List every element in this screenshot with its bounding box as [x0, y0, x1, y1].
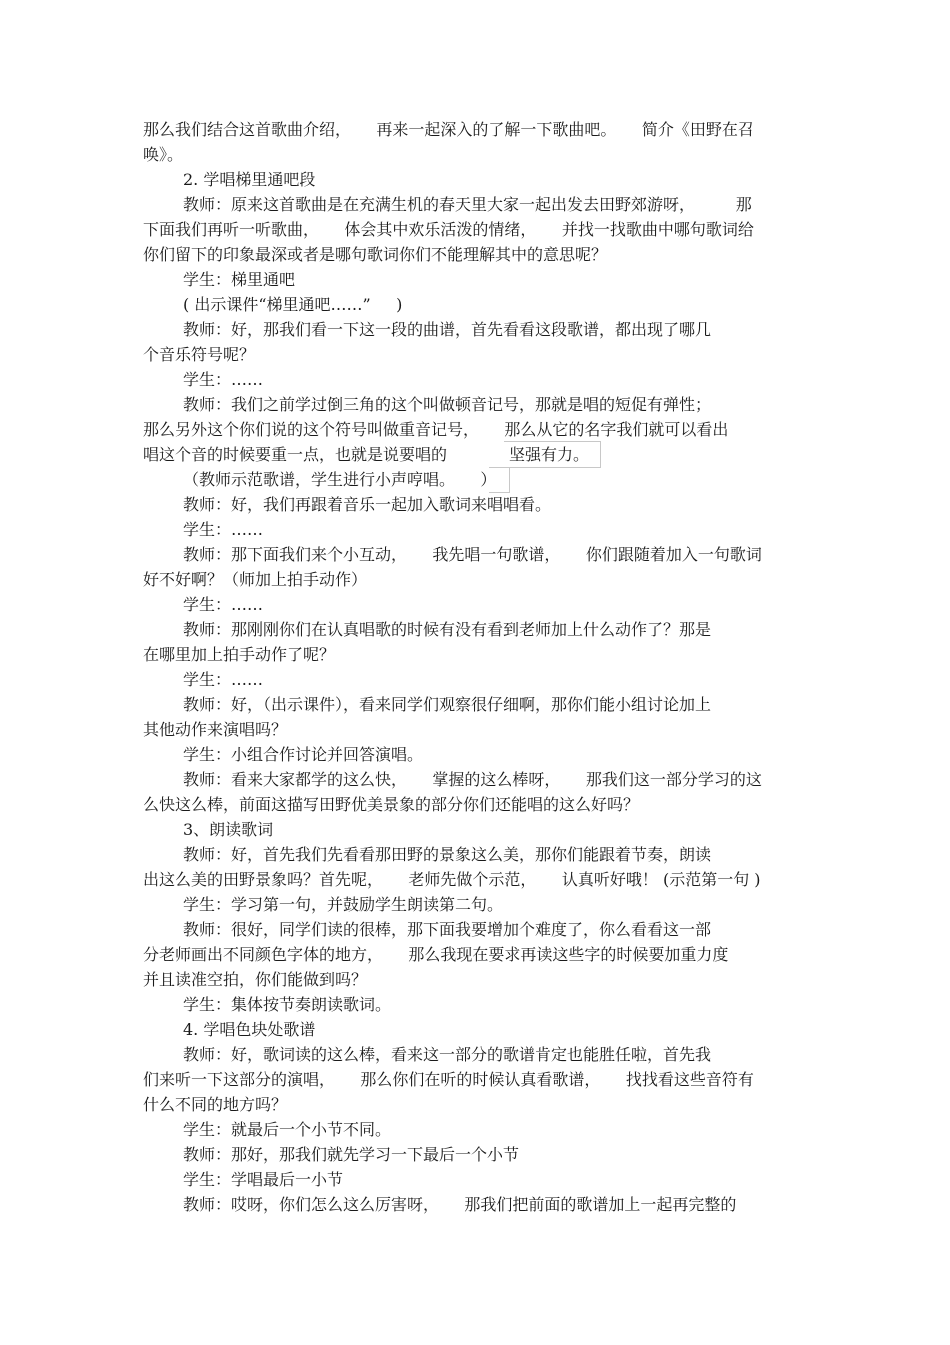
text-line: 下面我们再听一听歌曲， 体会其中欢乐活泼的情绪， 并找一找歌曲中哪句歌词给 — [143, 220, 754, 239]
text-line: 学生：学唱最后一小节 — [183, 1170, 344, 1189]
text-line: 坚强有力。 — [509, 445, 590, 464]
text-line: 学生：…… — [183, 595, 264, 614]
text-line: 好不好啊？（师加上拍手动作） — [143, 570, 368, 589]
text-line: 教师：我们之前学过倒三角的这个叫做顿音记号，那就是唱的短促有弹性； — [183, 395, 712, 414]
text-line: 教师：好，我们再跟着音乐一起加入歌词来唱唱看。 — [183, 495, 552, 514]
text-line: 教师：好，（出示课件），看来同学们观察很仔细啊，那你们能小组讨论加上 — [183, 695, 712, 714]
text-line: 你们留下的印象最深或者是哪句歌词你们不能理解其中的意思呢？ — [143, 245, 608, 264]
text-line: 教师：那刚刚你们在认真唱歌的时候有没有看到老师加上什么动作了？那是 — [183, 620, 712, 639]
text-line: 们来听一下这部分的演唱， 那么你们在听的时候认真看歌谱， 找找看这些音符有 — [143, 1070, 754, 1089]
text-line: 么快这么棒，前面这描写田野优美景象的部分你们还能唱的这么好吗？ — [143, 795, 640, 814]
text-line: 并且读准空拍，你们能做到吗？ — [143, 970, 368, 989]
text-line: 学生：集体按节奏朗读歌词。 — [183, 995, 392, 1014]
text-line: 那么我们结合这首歌曲介绍， 再来一起深入的了解一下歌曲吧。 简介《田野在召 — [143, 120, 754, 139]
text-line: 个音乐符号呢？ — [143, 345, 256, 364]
text-line: 教师：那下面我们来个小互动， 我先唱一句歌谱， 你们跟随着加入一句歌词 — [183, 545, 762, 564]
text-line: 学生：…… — [183, 670, 264, 689]
text-line: 其他动作来演唱吗？ — [143, 720, 288, 739]
text-line: 唤》。 — [143, 145, 184, 164]
text-line: 学生：…… — [183, 370, 264, 389]
text-line: 教师：好，那我们看一下这一段的曲谱，首先看看这段歌谱，都出现了哪几 — [183, 320, 712, 339]
text-line: 学生：就最后一个小节不同。 — [183, 1120, 392, 1139]
text-line: 教师：看来大家都学的这么快， 掌握的这么棒呀， 那我们这一部分学习的这 — [183, 770, 762, 789]
section-heading: 4. 学唱色块处歌谱 — [183, 1020, 316, 1039]
text-line: 学生：…… — [183, 520, 264, 539]
text-line: 分老师画出不同颜色字体的地方， 那么我现在要求再读这些字的时候要加重力度 — [143, 945, 729, 964]
text-line: （教师示范歌谱，学生进行小声哼唱。 ） — [183, 470, 497, 489]
text-line: 教师：好，首先我们先看看那田野的景象这么美，那你们能跟着节奏，朗读 — [183, 845, 712, 864]
text-line: 教师：很好，同学们读的很棒，那下面我要增加个难度了，你么看看这一部 — [183, 920, 712, 939]
text-line: 学生：梯里通吧 — [183, 270, 296, 289]
text-line: 学生：小组合作讨论并回答演唱。 — [183, 745, 424, 764]
section-heading: 2. 学唱梯里通吧段 — [183, 170, 316, 189]
text-line: 在哪里加上拍手动作了呢？ — [143, 645, 336, 664]
text-line: 唱这个音的时候要重一点，也就是说要唱的 — [143, 445, 448, 464]
text-line: ( 出示课件“梯里通吧……” ) — [183, 295, 403, 314]
text-line: 学生：学习第一句，并鼓励学生朗读第二句。 — [183, 895, 504, 914]
text-line: 那么另外这个你们说的这个符号叫做重音记号， 那么从它的名字我们就可以看出 — [143, 420, 729, 439]
text-line: 教师：哎呀，你们怎么这么厉害呀， 那我们把前面的歌谱加上一起再完整的 — [183, 1195, 737, 1214]
section-heading: 3、朗读歌词 — [183, 820, 274, 839]
text-line: 出这么美的田野景象吗？首先呢， 老师先做个示范， 认真听好哦！ (示范第一句 ) — [143, 870, 761, 889]
text-line: 什么不同的地方吗？ — [143, 1095, 288, 1114]
text-line: 教师：好，歌词读的这么棒，看来这一部分的歌谱肯定也能胜任啦，首先我 — [183, 1045, 712, 1064]
text-line: 教师：原来这首歌曲是在充满生机的春天里大家一起出发去田野郊游呀， 那 — [183, 195, 752, 214]
text-line: 教师：那好，那我们就先学习一下最后一个小节 — [183, 1145, 520, 1164]
